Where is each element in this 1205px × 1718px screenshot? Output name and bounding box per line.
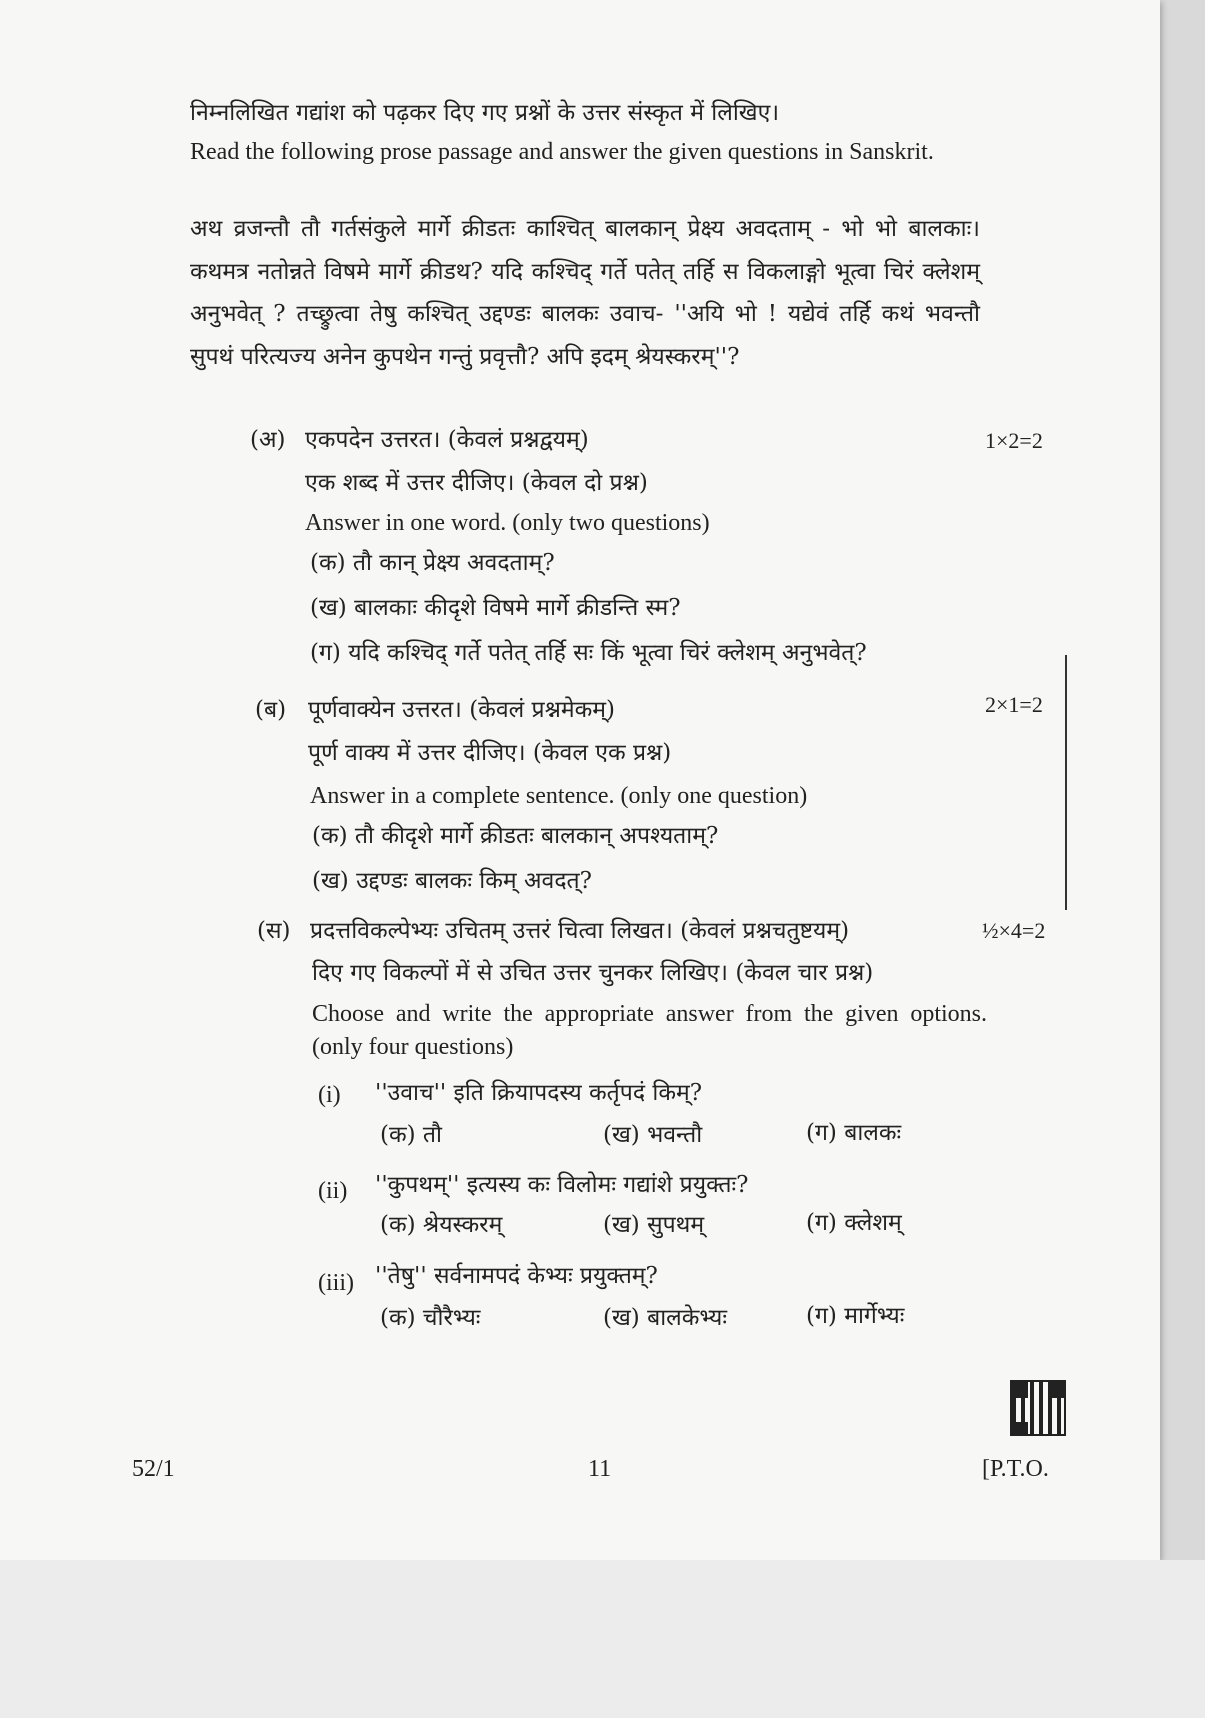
section-b-question: (क) तौ कीदृशे मार्गे क्रीडतः बालकान् अपश्यताम्? — [312, 823, 719, 849]
section-a-label: (अ) — [250, 427, 286, 453]
instruction-hindi: निम्नलिखित गद्यांश को पढ़कर दिए गए प्रश्नों के उत्तर संस्कृत में लिखिए। — [190, 100, 780, 126]
section-b-english: Answer in a complete sentence. (only one question) — [310, 783, 808, 809]
section-b-hindi: पूर्ण वाक्य में उत्तर दीजिए। (केवल एक प्रश्न) — [308, 740, 672, 766]
section-c-marks: ½×4=2 — [982, 918, 1046, 943]
section-a-question: (ख) बालकाः कीदृशे विषमे मार्गे क्रीडन्ति स्म? — [310, 595, 681, 621]
pto-note: [P.T.O. — [982, 1456, 1049, 1482]
section-c-title: प्रदत्तविकल्पेभ्यः उचितम् उत्तरं चित्वा लिखत। (केवलं प्रश्नचतुष्टयम्) — [310, 918, 850, 944]
section-c-label: (स) — [257, 918, 291, 944]
question-number: (ii) — [318, 1178, 348, 1204]
question-number: (iii) — [318, 1270, 354, 1296]
section-b-question: (ख) उद्दण्डः बालकः किम् अवदत्? — [312, 868, 592, 894]
section-c-english: Choose and write the appropriate answer from the given options. (only four questions) — [312, 1001, 987, 1060]
section-c-hindi: दिए गए विकल्पों में से उचित उत्तर चुनकर लिखिए। (केवल चार प्रश्न) — [312, 960, 874, 986]
mcq-option: (ग) बालकः — [806, 1120, 902, 1146]
mcq-option: (क) तौ — [380, 1122, 442, 1148]
qr-code-icon — [1010, 1380, 1066, 1436]
section-a-question: (क) तौ कान् प्रेक्ष्य अवदताम्? — [310, 550, 555, 576]
section-a-question: (ग) यदि कश्चिद् गर्ते पतेत् तर्हि सः किं भूत्वा चिरं क्लेशम् अनुभवेत्? — [310, 640, 867, 666]
section-a-hindi: एक शब्द में उत्तर दीजिए। (केवल दो प्रश्न) — [305, 470, 648, 496]
mcq-option: (क) श्रेयस्करम् — [380, 1212, 503, 1238]
page-number: 11 — [588, 1456, 612, 1482]
mcq-option: (ग) मार्गेभ्यः — [806, 1303, 905, 1329]
section-a-marks: 1×2=2 — [985, 428, 1043, 453]
prose-passage: अथ व्रजन्तौ तौ गर्तसंकुले मार्गे क्रीडतः काश्चित् बालकान् प्रेक्ष्य अवदताम् - भो भो बालकाः। कथमत्र नतोन्नते विषमे मार्गे क्रीडथ? यदि कश्चिद् गर्ते पतेत् तर्हि स विकलाङ्गो भूत्वा चिरं क्लेशम् अनुभवेत् ? तच्छ्रुत्वा तेषु कश्चित् उद्दण्डः बालकः उवाच- ''अयि भो ! यद्येवं तर्हि कथं भवन्तौ सुपथं परित्यज्य अनेन कुपथेन गन्तुं प्रवृत्तौ? अपि इदम् श्रेयस्करम्''? — [190, 216, 980, 370]
mcq-question: ''कुपथम्'' इत्यस्य कः विलोमः गद्यांशे प्रयुक्तः? — [375, 1172, 749, 1198]
scan-background — [0, 1560, 1205, 1718]
question-number: (i) — [318, 1082, 341, 1108]
margin-line — [1065, 655, 1067, 910]
instruction-english: Read the following prose passage and answer the given questions in Sanskrit. — [190, 139, 934, 165]
mcq-option: (ख) सुपथम् — [603, 1212, 705, 1238]
mcq-option: (ग) क्लेशम् — [806, 1210, 902, 1236]
section-a-title: एकपदेन उत्तरत। (केवलं प्रश्नद्वयम्) — [305, 427, 589, 453]
mcq-option: (ख) बालकेभ्यः — [603, 1305, 727, 1331]
mcq-question: ''तेषु'' सर्वनामपदं केभ्यः प्रयुक्तम्? — [375, 1263, 658, 1289]
section-a-english: Answer in one word. (only two questions) — [305, 510, 710, 536]
paper-code: 52/1 — [132, 1456, 175, 1482]
section-b-label: (ब) — [255, 697, 287, 723]
mcq-option: (क) चौरैभ्यः — [380, 1305, 481, 1331]
mcq-question: ''उवाच'' इति क्रियापदस्य कर्तृपदं किम्? — [375, 1080, 703, 1106]
mcq-option: (ख) भवन्तौ — [603, 1122, 703, 1148]
section-b-marks: 2×1=2 — [985, 692, 1043, 717]
section-b-title: पूर्णवाक्येन उत्तरत। (केवलं प्रश्नमेकम्) — [308, 697, 616, 723]
